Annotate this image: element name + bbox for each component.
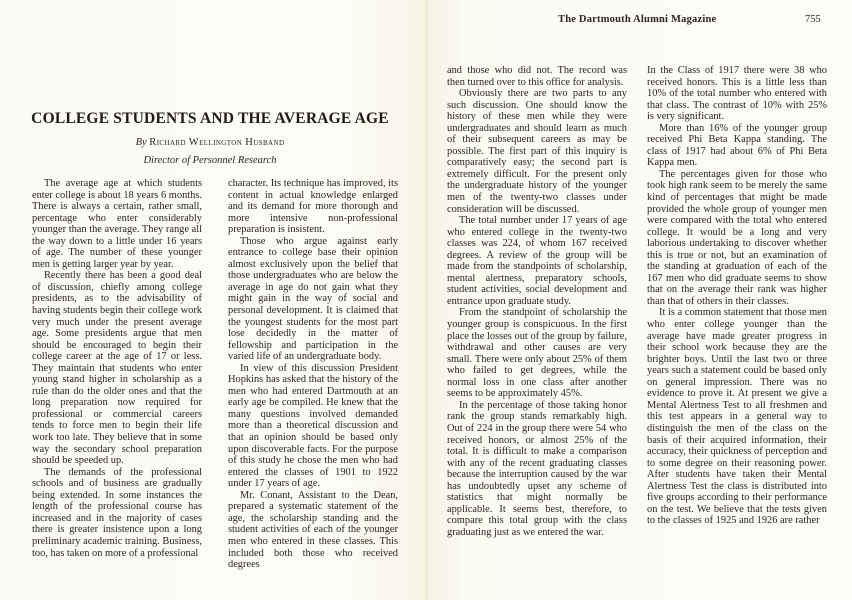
paragraph: Mr. Conant, Assistant to the Dean, prepared a systematic statement of the age, the scholarship standing and the student activities of each of the younger men who entered in these classes. This included both those who received degrees [228, 489, 398, 571]
paragraph: The demands of the professional schools and of business are gradually being extended. In some instances the length of the professional course has increased and in the majority of cases there is greater insistence upon a long preliminary academic training. Business, too, has taken on more of a professional [32, 466, 202, 559]
paragraph: In the percentage of those taking honor rank the group stands remarkably high. Out of 224 in the group there were 54 who received honors, or almost 25% of the total. It is difficult to make a comparison with any of the recent graduating classes because the interruption caused by the war has undoubtedly upset any scheme of statistics that might normally be applicable. It seems best, therefore, to compare this total group with the class graduating just as we entered the war. [447, 399, 627, 538]
paragraph-continuation: character. Its technique has improved, its content in actual knowledge enlarged and its demand for more thorough and more intensive non-professional preparation is insistent. [228, 178, 398, 236]
paragraph: Those who argue against early entrance to college base their opinion almost exclusively upon the belief that those undergraduates who are below the average in age do not gain what they might gain in the way of social and personal development. It is claimed that the youngest students for the most part lose decidedly in the matter of fellowship and participation in the varied life of an undergraduate body. [228, 235, 398, 363]
paragraph-continuation: and those who did not. The record was then turned over to this office for analysis. [447, 65, 627, 88]
paragraph: From the standpoint of scholarship the younger group is conspicuous. In the first place the losses out of the group by failure, withdrawal and other causes are very small. There were only about 25% of them who failed to get degrees, while the normal loss in one class after another seems to be approximately 45%. [447, 307, 627, 400]
page-number: 755 [805, 14, 821, 25]
byline [0, 137, 420, 148]
paragraph: The percentages given for those who took high rank seem to be merely the same kind of percentages that might be made provided the whole group of younger men were compared with the total who entered college. It would be a long and very laborious undertaking to discover whether this is true or not, but an examination of the standing at graduation of each of the 167 men who did graduate seems to show that on the average their rank was higher than that of others in their classes. [647, 168, 827, 307]
right-column-2 [647, 65, 827, 527]
left-column-1 [32, 178, 202, 559]
paragraph: Recently there has been a good deal of discussion, chiefly among college presidents, as to the advisability of having students begin their college work very much under the present average age. Some presidents argue that men should be encouraged to begin their college career at the age of 17 or less. They maintain that students who enter young stand higher in scholarship as a rule than do the older ones and that the long preparation now required for professional or commercial careers tends to force men to begin their life work too late. They believe that in some way the secondary school preparation should be speeded up. [32, 270, 202, 467]
paragraph: The total number under 17 years of age who entered college in the twenty-two classes was 224, of whom 167 received degrees. A review of the group will be made from the standpoints of scholarship, mental alertness, preparatory schools, student activities, social development and entrance upon graduate study. [447, 215, 627, 307]
right-column-1 [447, 65, 627, 538]
running-header: The Dartmouth Alumni Magazine [558, 14, 717, 25]
author-name: Richard Wellington Husband [149, 137, 285, 148]
paragraph: The average age at which students enter college is about 18 years 6 months. There is always a certain, rather small, percentage who enter considerably younger than the average. They range all the way down to a little under 16 years of age. The number of these younger men is getting larger year by year. [32, 178, 202, 270]
author-role: Director of Personnel Research [143, 155, 277, 166]
paragraph: More than 16% of the younger group received Phi Beta Kappa standing. The class of 1917 had about 6% of Phi Beta Kappa men. [647, 122, 827, 169]
paragraph: Obviously there are two parts to any such discussion. One should know the history of these men while they were undergraduates and should learn as much of their subsequent careers as may be possible. The first part of this inquiry is comparatively easy; the second part is extremely difficult. For the present only the undergraduate history of the younger men of the twenty-two classes under consideration will be discussed. [447, 88, 627, 215]
article-title: COLLEGE STUDENTS AND THE AVERAGE AGE [31, 110, 389, 127]
paragraph: It is a common statement that those men who enter college younger than the average have made greater progress in their school work because they are the brighter boys. Until the last two or three years such a statement could be based only on general impression. There was no evidence to prove it. At present we give a Mental Alertness Test to all freshmen and this test appears in a general way to distinguish the men of the class on the basis of their acquired information, their accuracy, their quickness of perception and to some degree on their reasoning power. After students have taken their Mental Alertness Test the class is distributed into five groups according to their performance on the test. We believe that the tests given to the classes of 1925 and 1926 are rather [647, 307, 827, 527]
left-column-2 [228, 178, 398, 571]
paragraph: In view of this discussion President Hopkins has asked that the history of the men who had entered Dartmouth at an early age be compiled. He knew that the many questions involved demanded more than a theoretical discussion and that an opinion should be based only upon discoverable facts. For the purpose of this study he chose the men who had entered the classes of 1901 to 1922 under 17 years of age. [228, 362, 398, 490]
paragraph-continuation: In the Class of 1917 there were 38 who received honors. This is a little less than 10% of the total number who entered with that class. The contrast of 10% with 25% is very significant. [647, 65, 827, 123]
byline-prefix: By [135, 137, 147, 148]
